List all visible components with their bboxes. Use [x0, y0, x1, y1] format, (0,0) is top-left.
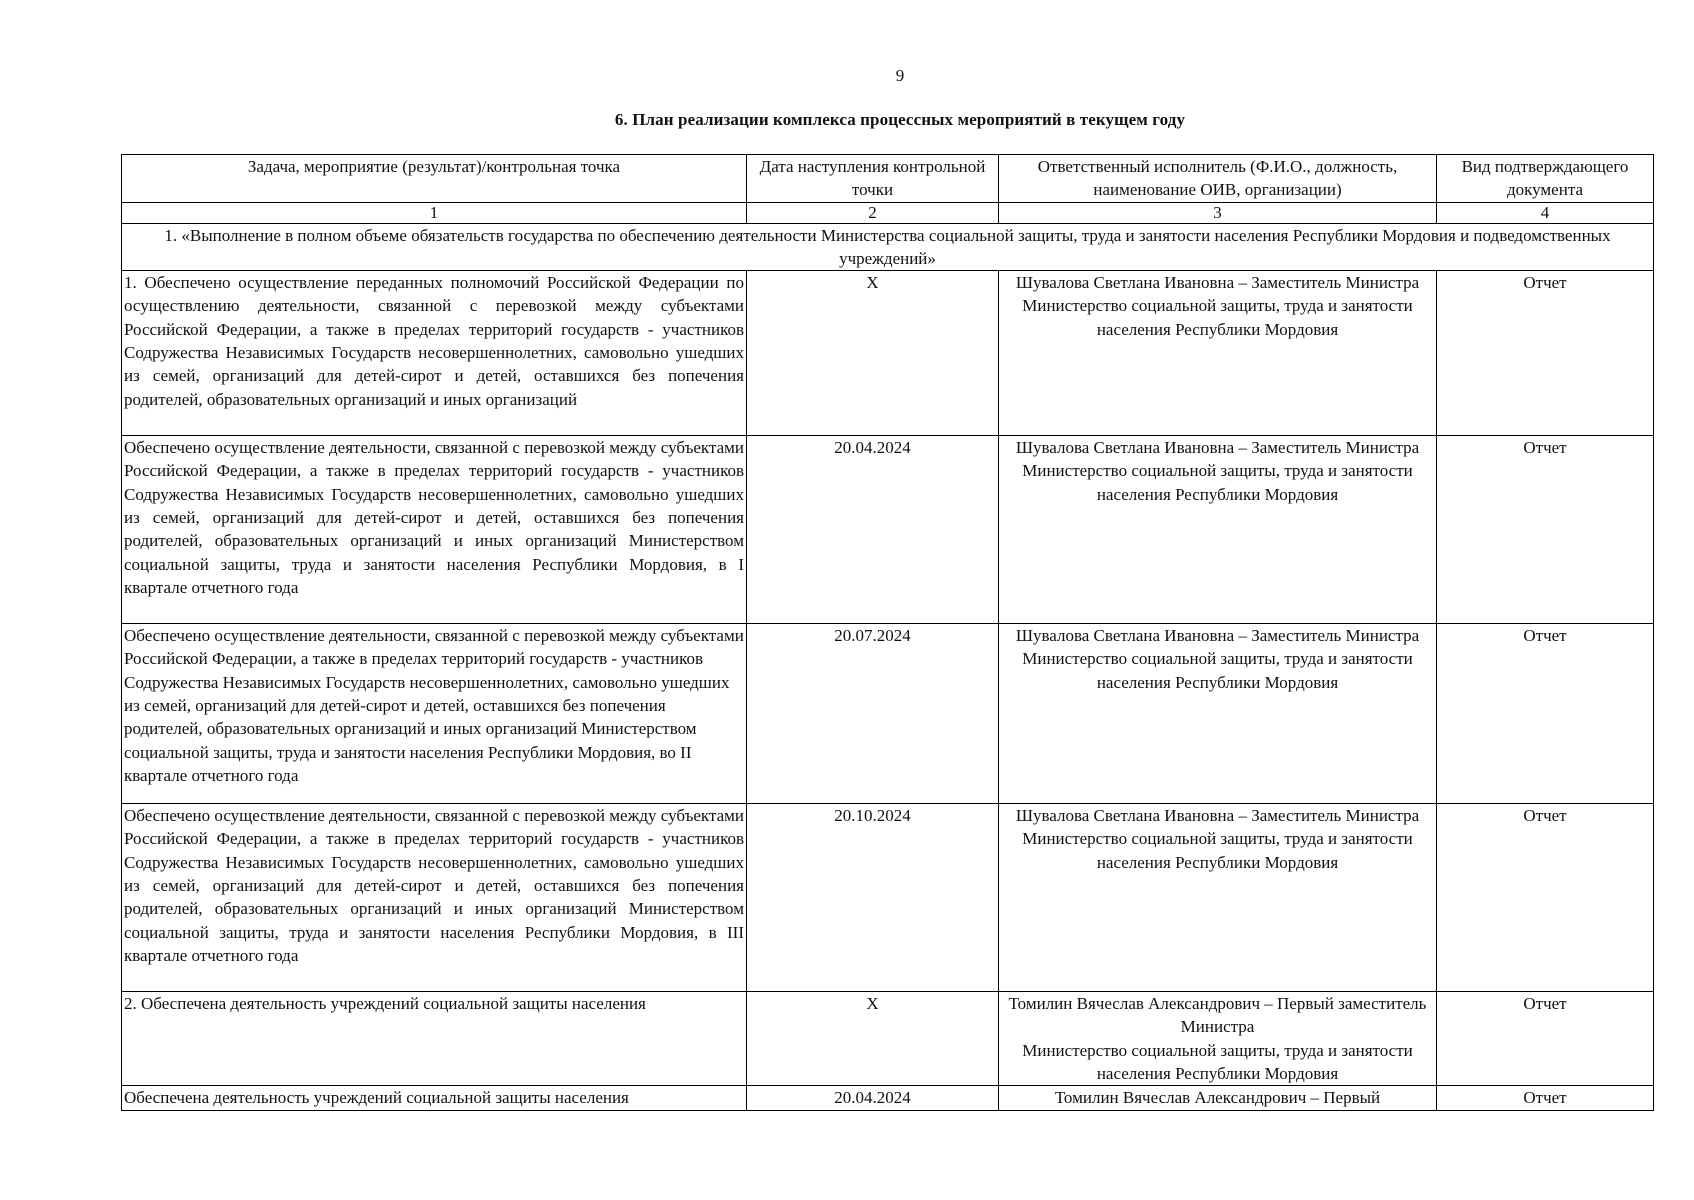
- section-title: 1. «Выполнение в полном объеме обязательств государства по обеспечению деятельности Министерства социальной защиты, труда и занятости населения Республики Мордовия и подведомственных учреждений»: [122, 223, 1654, 271]
- responsible-name: Шувалова Светлана Ивановна – Заместитель Министра: [1015, 626, 1420, 646]
- column-number: 3: [999, 202, 1437, 223]
- task-cell: Обеспечена деятельность учреждений социальной защиты населения: [122, 1086, 747, 1110]
- responsible-org: Министерство социальной защиты, труда и занятости населения Республики Мордовия: [1022, 829, 1413, 872]
- document-cell: Отчет: [1437, 804, 1654, 992]
- task-cell: 1. Обеспечено осуществление переданных полномочий Российской Федерации по осуществлению деятельности, связанной с перевозкой между субъектами Российской Федерации, а также в пределах территорий государств - участников Содружества Независимых Государств несовершеннолетних, самовольно ушедших из семей, организаций для детей-сирот и детей, оставшихся без попечения родителей, образовательных организаций и иных организаций: [122, 271, 747, 436]
- responsible-cell: [999, 804, 1437, 992]
- section-row: [122, 223, 1654, 271]
- column-number: 2: [747, 202, 999, 223]
- document-cell: Отчет: [1437, 436, 1654, 624]
- table-header-row: [122, 155, 1654, 203]
- date-cell: Х: [747, 271, 999, 436]
- responsible-name: Шувалова Светлана Ивановна – Заместитель Министра: [1015, 806, 1420, 826]
- date-cell: Х: [747, 992, 999, 1086]
- column-number: 1: [122, 202, 747, 223]
- document-cell: Отчет: [1437, 992, 1654, 1086]
- task-cell: Обеспечено осуществление деятельности, связанной с перевозкой между субъектами Российской Федерации, а также в пределах территорий государств - участников Содружества Независимых Государств несовершеннолетних, самовольно ушедших из семей, организаций для детей-сирот и детей, оставшихся без попечения родителей, образовательных организаций и иных организаций Министерством социальной защиты, труда и занятости населения Республики Мордовия, в III квартале отчетного года: [122, 804, 747, 992]
- column-numbers-row: [122, 202, 1654, 223]
- page-number: 9: [895, 66, 905, 85]
- header-responsible: Ответственный исполнитель (Ф.И.О., должность, наименование ОИВ, организации): [999, 155, 1437, 203]
- task-cell: 2. Обеспечена деятельность учреждений социальной защиты населения: [122, 992, 747, 1086]
- responsible-name: Шувалова Светлана Ивановна – Заместитель Министра: [1015, 438, 1420, 458]
- column-number: 4: [1437, 202, 1654, 223]
- responsible-org: Министерство социальной защиты, труда и занятости населения Республики Мордовия: [1022, 296, 1413, 339]
- responsible-name: Шувалова Светлана Ивановна – Заместитель Министра: [1015, 273, 1420, 293]
- responsible-cell: [999, 436, 1437, 624]
- date-cell: 20.04.2024: [747, 436, 999, 624]
- table-row: [122, 804, 1654, 992]
- responsible-cell: [999, 992, 1437, 1086]
- responsible-org: Министерство социальной защиты, труда и занятости населения Республики Мордовия: [1022, 649, 1413, 692]
- task-cell: Обеспечено осуществление деятельности, связанной с перевозкой между субъектами Российской Федерации, а также в пределах территорий государств - участников Содружества Независимых Государств несовершеннолетних, самовольно ушедших из семей, организаций для детей-сирот и детей, оставшихся без попечения родителей, образовательных организаций и иных организаций Министерством социальной защиты, труда и занятости населения Республики Мордовия, во II квартале отчетного года: [122, 624, 747, 804]
- table-row: [122, 1086, 1654, 1110]
- table-row: [122, 992, 1654, 1086]
- plan-table: [121, 154, 1654, 1111]
- date-cell: 20.04.2024: [747, 1086, 999, 1110]
- task-cell: Обеспечено осуществление деятельности, связанной с перевозкой между субъектами Российской Федерации, а также в пределах территорий государств - участников Содружества Независимых Государств несовершеннолетних, самовольно ушедших из семей, организаций для детей-сирот и детей, оставшихся без попечения родителей, образовательных организаций и иных организаций Министерством социальной защиты, труда и занятости населения Республики Мордовия, в I квартале отчетного года: [122, 436, 747, 624]
- date-cell: 20.07.2024: [747, 624, 999, 804]
- document-cell: Отчет: [1437, 271, 1654, 436]
- document-cell: Отчет: [1437, 624, 1654, 804]
- responsible-org: Министерство социальной защиты, труда и занятости населения Республики Мордовия: [1022, 1040, 1413, 1084]
- document-cell: Отчет: [1437, 1086, 1654, 1110]
- responsible-cell: [999, 624, 1437, 804]
- header-date: Дата наступления контрольной точки: [747, 155, 999, 203]
- responsible-cell: [999, 1086, 1437, 1110]
- table-row: [122, 436, 1654, 624]
- date-cell: 20.10.2024: [747, 804, 999, 992]
- header-task: Задача, мероприятие (результат)/контрольная точка: [122, 155, 747, 203]
- responsible-name: Томилин Вячеслав Александрович – Первый заместитель Министра: [1008, 994, 1427, 1037]
- responsible-cell: [999, 271, 1437, 436]
- responsible-org: Министерство социальной защиты, труда и занятости населения Республики Мордовия: [1022, 461, 1413, 504]
- table-row: [122, 271, 1654, 436]
- header-document: Вид подтверждающего документа: [1437, 155, 1654, 203]
- table-row: [122, 624, 1654, 804]
- document-title: 6. План реализации комплекса процессных мероприятий в текущем году: [614, 110, 1186, 129]
- responsible-name: Томилин Вячеслав Александрович – Первый: [1054, 1088, 1381, 1108]
